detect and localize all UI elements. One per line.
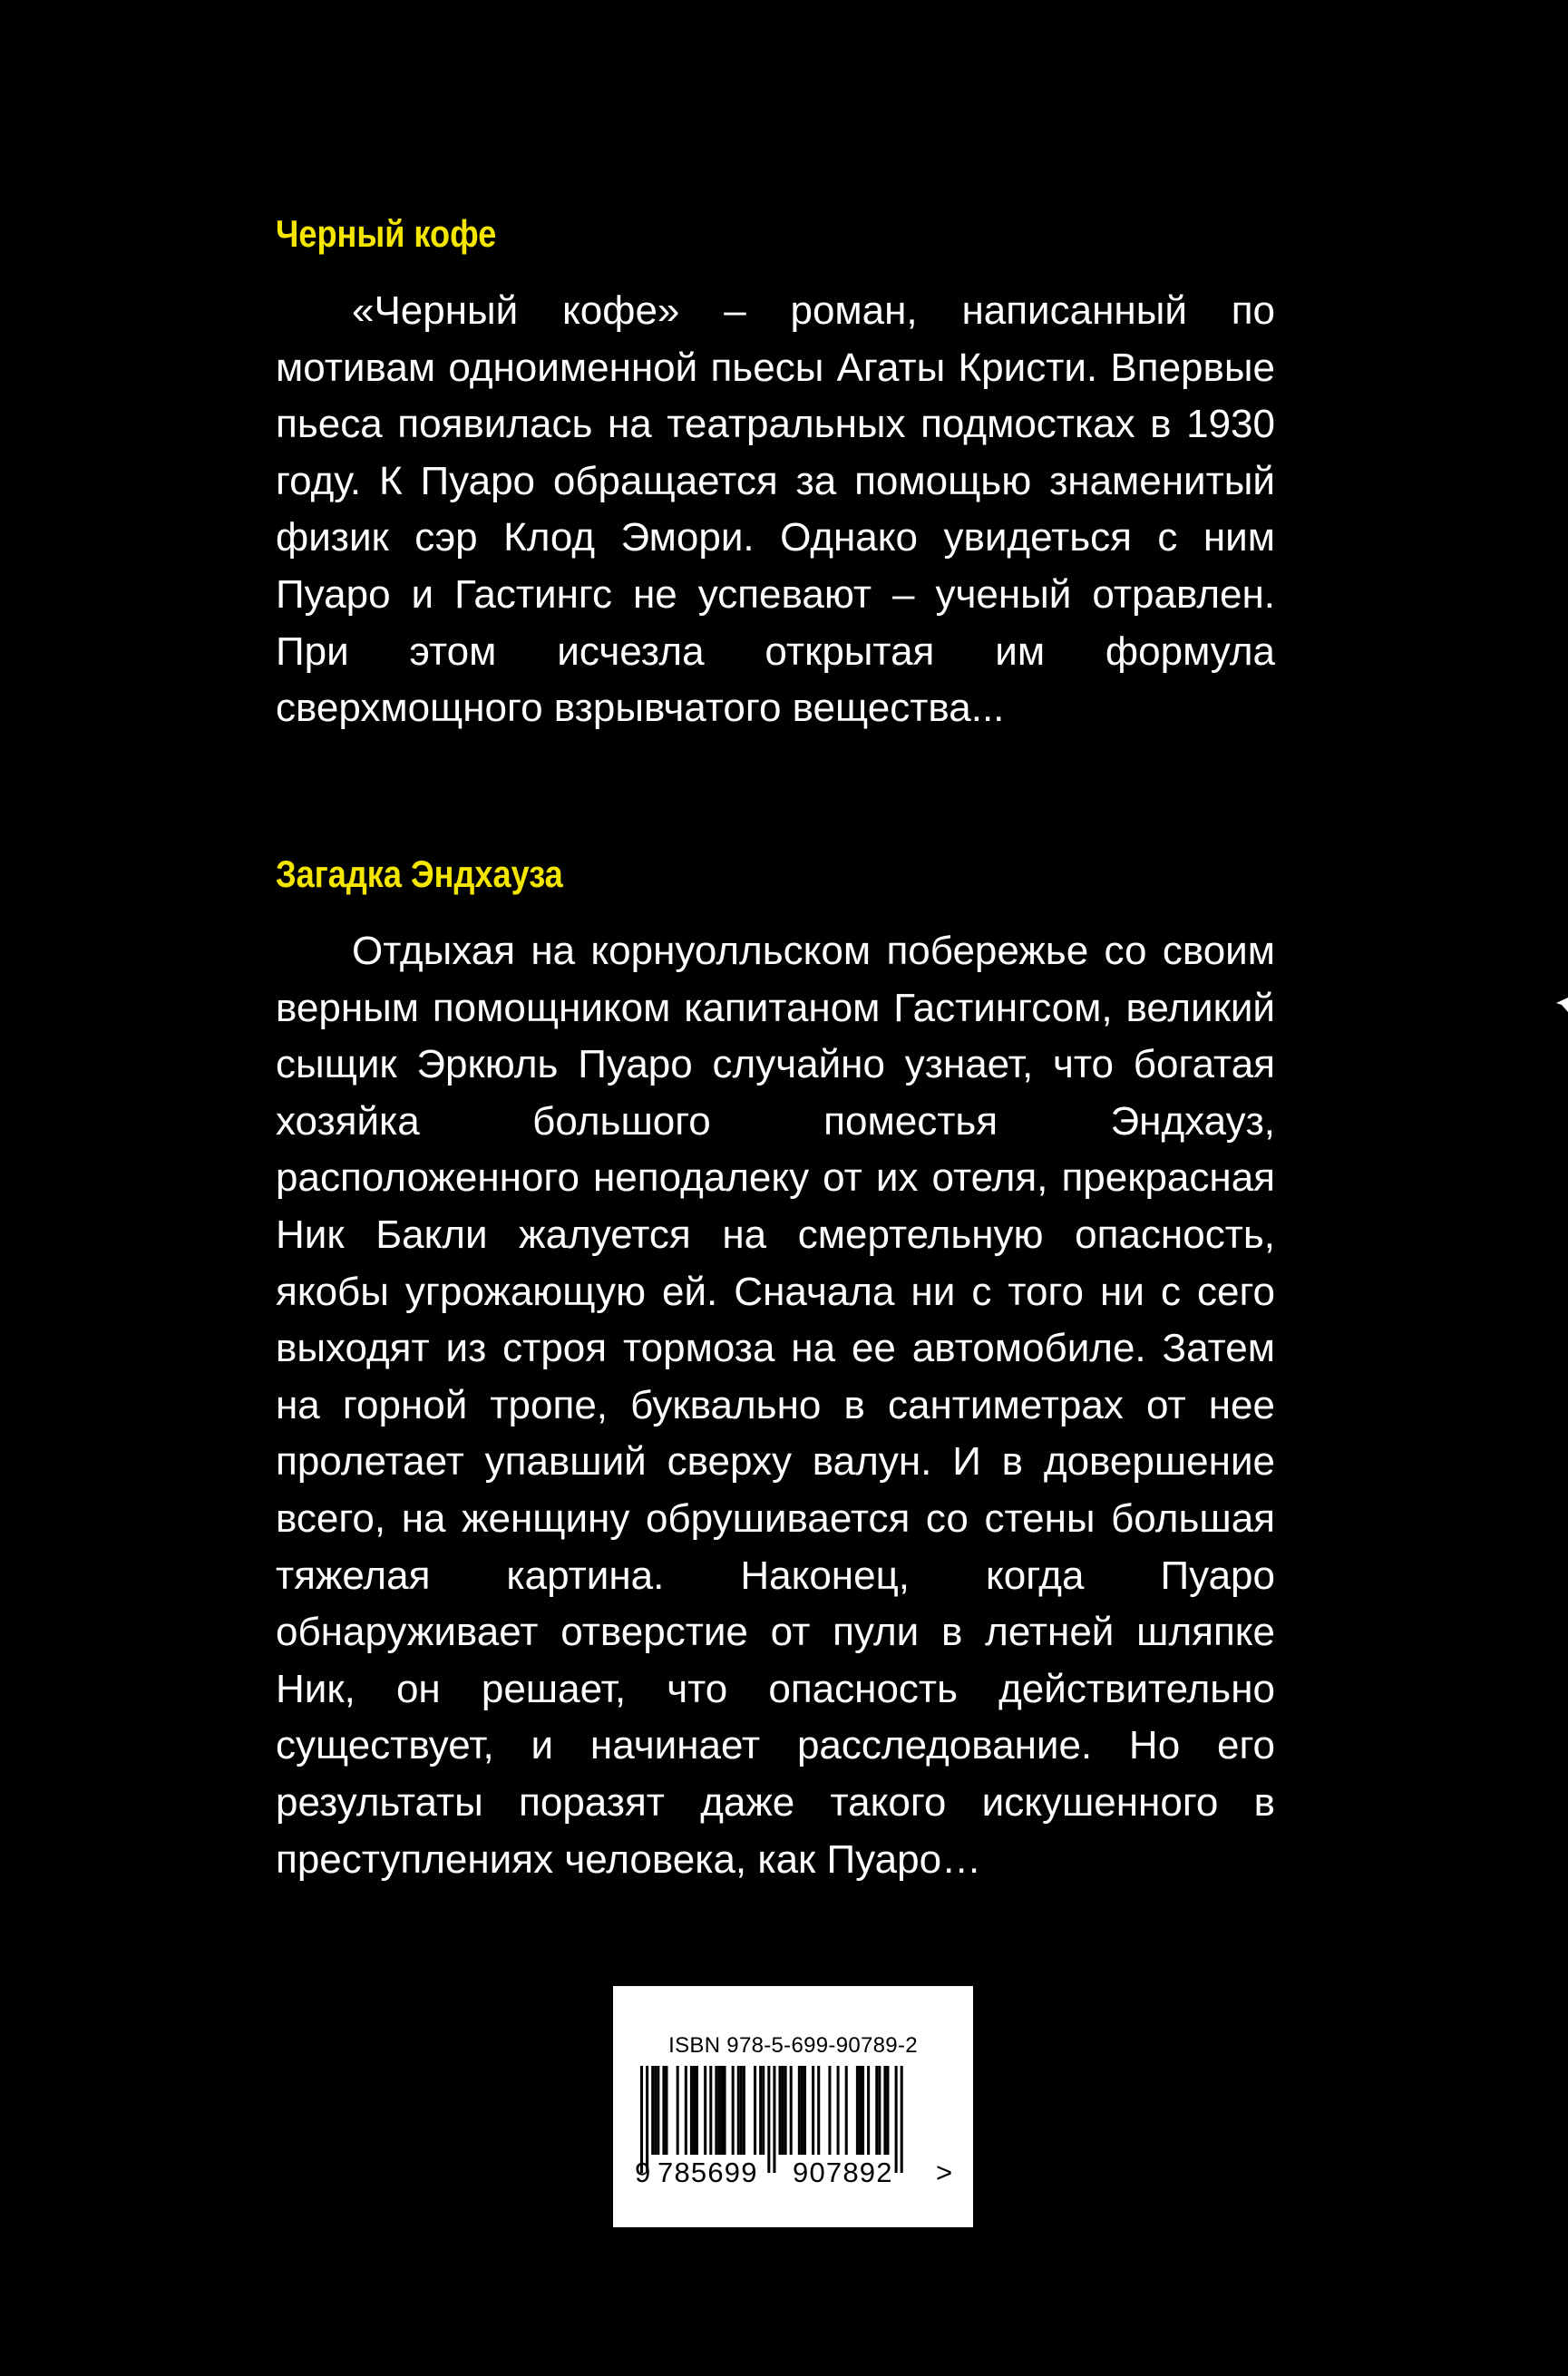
barcode-bar — [696, 2066, 698, 2155]
ean-right-group: 907892 — [793, 2157, 893, 2188]
barcode-bar — [704, 2066, 706, 2155]
section-description: Отдыхая на корнуолльском побережье со своим верным помощником капитаном Гастингсом, великий сыщик Эркюль Пуаро случайно узнает, что богатая хозяйка большого поместья Эндхауз, расположенного неподалеку от их отеля, прекрасная Ник Бакли жалуется на смертельную опасность, якобы угрожающую ей. Сначала ни с того ни с сего выходят из строя тормоза на ее автомобиле. Затем на горной тропе, буквально в сантиметрах от нее пролетает упавший сверху валун. И в довершение всего, на женщину обрушивается со стены большая тяжелая картина. Наконец, когда Пуаро обнаруживает отверстие от пули в летней шляпке Ник, он решает, что опасность действительно существует, и начинает расследование. Но его результаты поразят даже такого искушенного в преступлениях человека, как Пуаро… — [276, 929, 1275, 1882]
barcode-bar — [715, 2066, 717, 2155]
barcode-bar — [759, 2066, 762, 2155]
barcode-bar — [720, 2066, 723, 2155]
section-black-coffee — [276, 210, 1275, 737]
barcode-bar — [812, 2066, 814, 2155]
barcode-bar — [717, 2066, 720, 2155]
section-description: «Черный кофе» – роман, написанный по мотивам одноименной пьесы Агаты Кристи. Впервые пьеса появилась на театральных подмостках в 1930 году. К Пуаро обращается за помощью знаменитый физик сэр Клод Эмори. Однако увидеться с ним Пуаро и Гастингс не успевают – ученый отравлен. При этом исчезла открытая им формула сверхмощного взрывчатого вещества... — [276, 288, 1275, 731]
barcode-bar — [867, 2066, 870, 2155]
barcode-bar — [732, 2066, 735, 2155]
barcode-bar — [845, 2066, 848, 2155]
barcode-bar — [740, 2066, 743, 2155]
isbn-label: ISBN 978-5-699-90789-2 — [668, 2033, 918, 2058]
barcode-bar — [875, 2066, 878, 2155]
barcode-bar — [782, 2066, 784, 2155]
barcode-bar — [677, 2066, 679, 2155]
barcode-bar — [817, 2066, 820, 2155]
barcode-bar — [837, 2066, 840, 2155]
barcode-bar — [743, 2066, 745, 2155]
barcode-bar — [886, 2066, 889, 2155]
barcode-bar — [801, 2066, 803, 2155]
barcode-bar — [790, 2066, 793, 2155]
edge-mark-icon — [1553, 994, 1568, 1014]
section-title: Загадка Эндхауза — [276, 852, 563, 895]
barcode-bar — [737, 2066, 740, 2155]
barcode-bar — [651, 2066, 654, 2155]
barcode-bar — [784, 2066, 787, 2155]
barcode-bar — [878, 2066, 881, 2155]
barcode-bar — [859, 2066, 862, 2155]
barcode-bar — [690, 2066, 693, 2155]
barcode-bar — [862, 2066, 864, 2155]
barcode-bar — [754, 2066, 756, 2155]
barcode-bar — [828, 2066, 831, 2155]
barcode-bar — [883, 2066, 886, 2155]
ean-quiet-zone-marker: > — [936, 2157, 953, 2188]
barcode-bar — [779, 2066, 782, 2155]
barcode-bar — [724, 2066, 726, 2155]
barcode-bar — [654, 2066, 657, 2155]
barcode-bar — [709, 2066, 712, 2155]
barcode-bar — [798, 2066, 801, 2155]
barcode-bar — [762, 2066, 765, 2155]
ean-first-digit: 9 — [635, 2157, 651, 2188]
barcode-bar — [685, 2066, 687, 2155]
section-endhouse-mystery — [276, 851, 1275, 1888]
barcode-bar — [665, 2066, 667, 2155]
ean-left-group: 785699 — [657, 2157, 758, 2188]
barcode-bar — [803, 2066, 806, 2155]
isbn-barcode — [613, 1986, 973, 2227]
barcode-bar — [662, 2066, 665, 2155]
section-title: Черный кофе — [276, 212, 497, 255]
barcode-bars — [613, 1986, 973, 2227]
barcode-bar — [693, 2066, 696, 2155]
barcode-bar — [856, 2066, 859, 2155]
barcode-bar — [657, 2066, 659, 2155]
